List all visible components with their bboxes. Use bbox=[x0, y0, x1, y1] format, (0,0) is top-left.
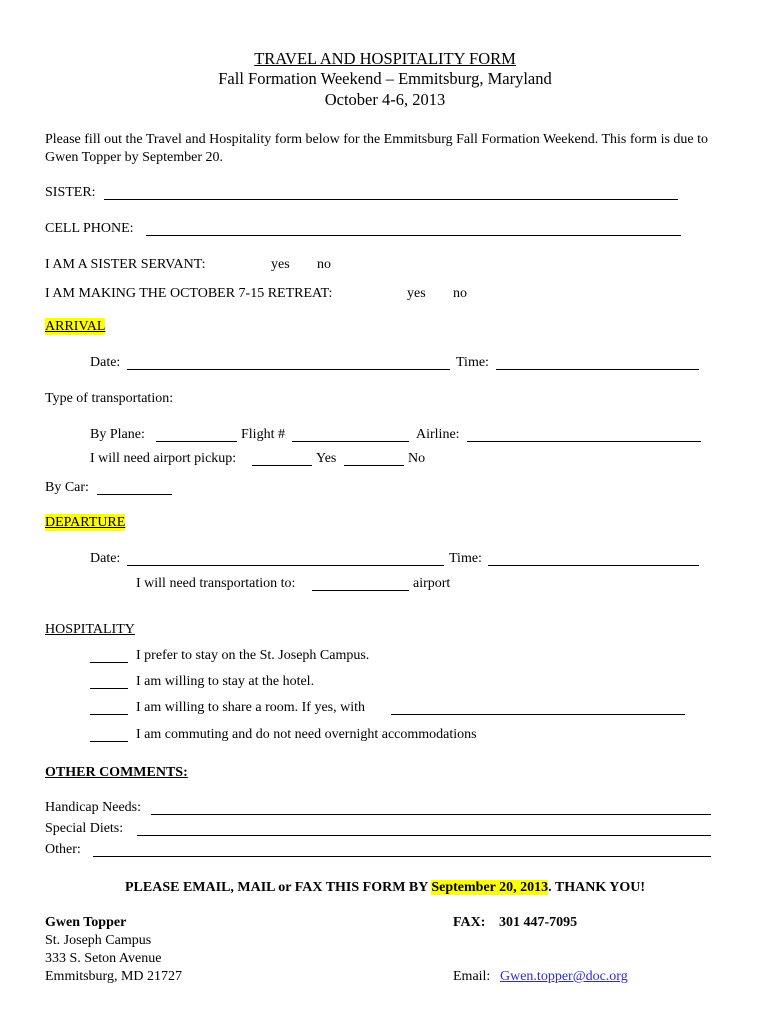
arrival-date-field[interactable] bbox=[127, 369, 450, 370]
form-title: TRAVEL AND HOSPITALITY FORM bbox=[254, 49, 516, 68]
hospitality-option-label: I prefer to stay on the St. Joseph Campus. bbox=[136, 648, 370, 663]
address-line: 333 S. Seton Avenue bbox=[45, 951, 162, 966]
cell-phone-label: CELL PHONE: bbox=[45, 221, 134, 236]
hospitality-option-blank[interactable] bbox=[90, 714, 128, 715]
cell-phone-field[interactable] bbox=[146, 235, 681, 236]
by-car-field[interactable] bbox=[97, 494, 172, 495]
other-field[interactable] bbox=[93, 856, 711, 857]
submission-notice-prefix: PLEASE EMAIL, MAIL or FAX THIS FORM BY bbox=[125, 880, 432, 895]
airport-pickup-yes-field[interactable] bbox=[252, 465, 312, 466]
departure-airport-label: airport bbox=[413, 576, 451, 591]
handicap-needs-label: Handicap Needs: bbox=[45, 800, 142, 815]
departure-date-field[interactable] bbox=[127, 565, 444, 566]
form-subtitle: Fall Formation Weekend – Emmitsburg, Maryland bbox=[218, 69, 552, 88]
hospitality-option-blank[interactable] bbox=[90, 688, 128, 689]
departure-date-label: Date: bbox=[90, 551, 121, 566]
form-dates: October 4-6, 2013 bbox=[324, 90, 446, 109]
share-room-with-field[interactable] bbox=[391, 714, 685, 715]
sister-servant-yes-option[interactable]: yes bbox=[271, 257, 290, 272]
sister-label: SISTER: bbox=[45, 185, 96, 200]
sister-field[interactable] bbox=[104, 199, 678, 200]
special-diets-label: Special Diets: bbox=[45, 821, 124, 836]
arrival-date-label: Date: bbox=[90, 355, 121, 370]
contact-name: Gwen Topper bbox=[45, 915, 127, 930]
departure-time-field[interactable] bbox=[488, 565, 699, 566]
arrival-time-label: Time: bbox=[456, 355, 489, 370]
email-label: Email: bbox=[453, 969, 491, 984]
other-comments-heading: OTHER COMMENTS: bbox=[45, 765, 188, 780]
submission-deadline: September 20, 2013 bbox=[431, 880, 549, 895]
other-label: Other: bbox=[45, 842, 81, 857]
departure-transport-field[interactable] bbox=[312, 590, 409, 591]
submission-notice-suffix: . THANK YOU! bbox=[548, 880, 645, 895]
hospitality-option-label: I am willing to share a room. If yes, with bbox=[136, 700, 366, 715]
airport-pickup-no-field[interactable] bbox=[344, 465, 404, 466]
sister-servant-label: I AM A SISTER SERVANT: bbox=[45, 257, 206, 272]
intro-paragraph: Please fill out the Travel and Hospitality form below for the Emmitsburg Fall Formation Weekend. This form is due to Gwen Topper by September 20. bbox=[45, 132, 709, 165]
airline-label: Airline: bbox=[416, 427, 460, 442]
hospitality-option-blank[interactable] bbox=[90, 741, 128, 742]
address-line: Emmitsburg, MD 21727 bbox=[45, 969, 183, 984]
email-link[interactable]: Gwen.topper@doc.org bbox=[500, 969, 628, 984]
by-plane-field[interactable] bbox=[156, 441, 237, 442]
flight-number-field[interactable] bbox=[292, 441, 409, 442]
special-diets-field[interactable] bbox=[137, 835, 711, 836]
handicap-needs-field[interactable] bbox=[151, 814, 711, 815]
submission-notice bbox=[0, 879, 770, 896]
airport-pickup-no-label: No bbox=[408, 451, 426, 466]
departure-transport-label: I will need transportation to: bbox=[136, 576, 296, 591]
departure-heading: DEPARTURE bbox=[45, 515, 126, 530]
by-car-label: By Car: bbox=[45, 480, 89, 495]
retreat-yes-option[interactable]: yes bbox=[407, 286, 426, 301]
flight-number-label: Flight # bbox=[241, 427, 285, 442]
arrival-heading: ARRIVAL bbox=[45, 319, 106, 334]
airport-pickup-label: I will need airport pickup: bbox=[90, 451, 237, 466]
airport-pickup-yes-label: Yes bbox=[316, 451, 337, 466]
retreat-label: I AM MAKING THE OCTOBER 7-15 RETREAT: bbox=[45, 286, 333, 301]
departure-time-label: Time: bbox=[449, 551, 482, 566]
sister-servant-no-option[interactable]: no bbox=[317, 257, 331, 272]
transportation-type-label: Type of transportation: bbox=[45, 391, 174, 406]
retreat-no-option[interactable]: no bbox=[453, 286, 467, 301]
hospitality-option-label: I am willing to stay at the hotel. bbox=[136, 674, 315, 689]
airline-field[interactable] bbox=[467, 441, 701, 442]
address-line: St. Joseph Campus bbox=[45, 933, 152, 948]
hospitality-option-label: I am commuting and do not need overnight accommodations bbox=[136, 727, 477, 742]
fax-label: FAX: bbox=[453, 915, 486, 930]
arrival-time-field[interactable] bbox=[496, 369, 699, 370]
fax-number: 301 447-7095 bbox=[499, 915, 578, 930]
by-plane-label: By Plane: bbox=[90, 427, 145, 442]
hospitality-heading: HOSPITALITY bbox=[45, 622, 135, 637]
hospitality-option-blank[interactable] bbox=[90, 662, 128, 663]
